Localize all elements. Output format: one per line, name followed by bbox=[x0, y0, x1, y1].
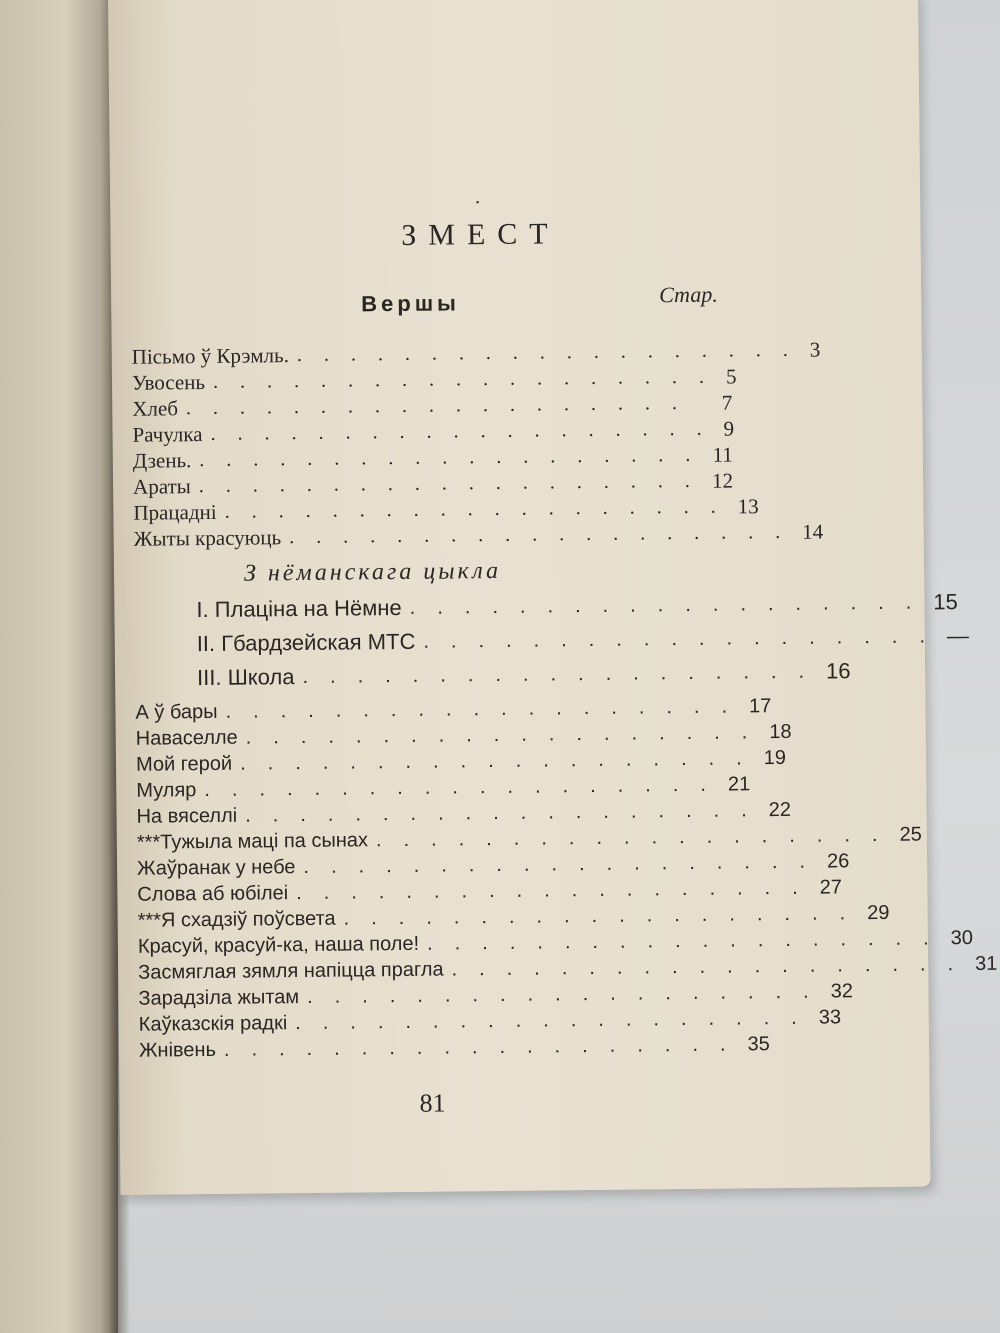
toc-title: Жнівень bbox=[138, 1038, 217, 1062]
toc-title: Жыты красуюць bbox=[133, 525, 282, 551]
toc-title: Рачулка bbox=[132, 422, 203, 447]
toc-title: Каўказскія радкі bbox=[138, 1012, 288, 1036]
leader-dots: ................... bbox=[423, 625, 948, 653]
leader-dots: ................... bbox=[210, 417, 724, 445]
toc-page: 26 bbox=[826, 850, 850, 873]
toc-page: 32 bbox=[830, 980, 854, 1003]
toc-title: ***Тужыла маці па сынах bbox=[136, 829, 369, 854]
cycle-title: З нёманскага цыкла bbox=[243, 557, 502, 587]
toc-page: 25 bbox=[899, 823, 922, 846]
page-number: 81 bbox=[419, 1088, 446, 1118]
toc-page: 21 bbox=[727, 773, 751, 796]
toc-page: 18 bbox=[769, 720, 792, 744]
leader-dots: ................... bbox=[185, 391, 700, 420]
toc-title: Жаўранак у небе bbox=[136, 856, 296, 880]
toc-page: 9 bbox=[723, 416, 735, 441]
leader-dots: ................... bbox=[295, 1006, 819, 1035]
leader-dots: ................... bbox=[225, 695, 750, 723]
toc-page: 12 bbox=[711, 468, 734, 493]
leader-dots: ................... bbox=[240, 747, 764, 775]
toc-title: Красуй, красуй-ка, наша поле! bbox=[137, 932, 420, 958]
page-column-label: Стар. bbox=[658, 281, 718, 308]
toc-page: 19 bbox=[763, 746, 787, 770]
leader-dots: ................... bbox=[302, 660, 827, 688]
toc-page: 17 bbox=[748, 695, 772, 718]
toc-title: Мой герой bbox=[135, 752, 233, 776]
toc-title: II. Гбардзейская МТС bbox=[196, 628, 416, 657]
toc-page: — bbox=[946, 623, 970, 649]
toc-page: 31 bbox=[974, 952, 998, 975]
toc-page: 14 bbox=[802, 519, 824, 544]
toc-title: I. Плаціна на Нёмне bbox=[196, 594, 402, 623]
toc-page: 22 bbox=[768, 798, 792, 822]
toc-page: 27 bbox=[819, 876, 843, 899]
toc-page: 7 bbox=[721, 390, 733, 415]
toc-page: 11 bbox=[712, 442, 733, 467]
toc-page: 35 bbox=[747, 1033, 770, 1056]
toc-page: 5 bbox=[725, 364, 737, 389]
leader-dots: ................... bbox=[306, 980, 831, 1008]
toc-title: На вяселлі bbox=[136, 804, 238, 828]
toc-page: 13 bbox=[737, 494, 759, 519]
toc-title: Увосень bbox=[131, 370, 206, 395]
toc-row bbox=[133, 519, 824, 551]
leader-dots: ................... bbox=[426, 927, 951, 955]
toc-page: 3 bbox=[809, 337, 821, 362]
leader-dots: ................... bbox=[199, 443, 713, 472]
leader-dots: ................... bbox=[198, 469, 712, 498]
toc-title: Дзень. bbox=[132, 448, 192, 473]
toc-title: Муляр bbox=[136, 779, 197, 802]
toc-title: Працадні bbox=[133, 499, 217, 525]
leader-dots: ................... bbox=[289, 520, 803, 549]
toc-page: 30 bbox=[950, 926, 974, 950]
leader-dots: ................... bbox=[451, 952, 976, 981]
leader-dots: ................... bbox=[224, 495, 738, 523]
toc-title: ***Я схадзіў поўсвета bbox=[137, 907, 336, 932]
toc-page: 33 bbox=[818, 1006, 842, 1029]
toc-title: А ў бары bbox=[135, 700, 218, 724]
toc-title: Зарадзіла жытам bbox=[138, 986, 300, 1010]
leader-dots: ................... bbox=[375, 823, 900, 852]
toc-title: Засмяглая зямля напіцца прагла bbox=[138, 958, 444, 984]
toc-title: Слова аб юбілеі bbox=[137, 882, 289, 906]
toc-title: Араты bbox=[132, 474, 191, 499]
book-page bbox=[108, 0, 998, 1195]
leader-dots: ................... bbox=[223, 1033, 748, 1061]
leader-dots: ................... bbox=[296, 338, 810, 367]
leader-dots: ................... bbox=[303, 850, 828, 878]
toc-page: 16 bbox=[825, 658, 851, 684]
toc-page: 29 bbox=[867, 901, 890, 925]
leader-dots: ................... bbox=[204, 773, 729, 802]
leader-dots: ................... bbox=[409, 591, 934, 619]
toc-title: Наваселле bbox=[135, 726, 238, 750]
toc-title: Пісьмо ў Крэмль. bbox=[131, 343, 290, 369]
leader-dots: ................... bbox=[343, 902, 868, 930]
leader-dots: ................... bbox=[245, 721, 770, 749]
stray-dot: . bbox=[474, 186, 481, 209]
toc-title: III. Школа bbox=[196, 664, 295, 691]
leader-dots: ................... bbox=[296, 876, 820, 905]
leader-dots: ................... bbox=[212, 365, 727, 393]
toc-title: Хлеб bbox=[132, 396, 179, 421]
page-title: ЗМЕСТ bbox=[401, 217, 560, 252]
leader-dots: ................... bbox=[245, 799, 769, 827]
section-title: Вершы bbox=[361, 290, 461, 317]
toc-page: 15 bbox=[933, 589, 958, 615]
